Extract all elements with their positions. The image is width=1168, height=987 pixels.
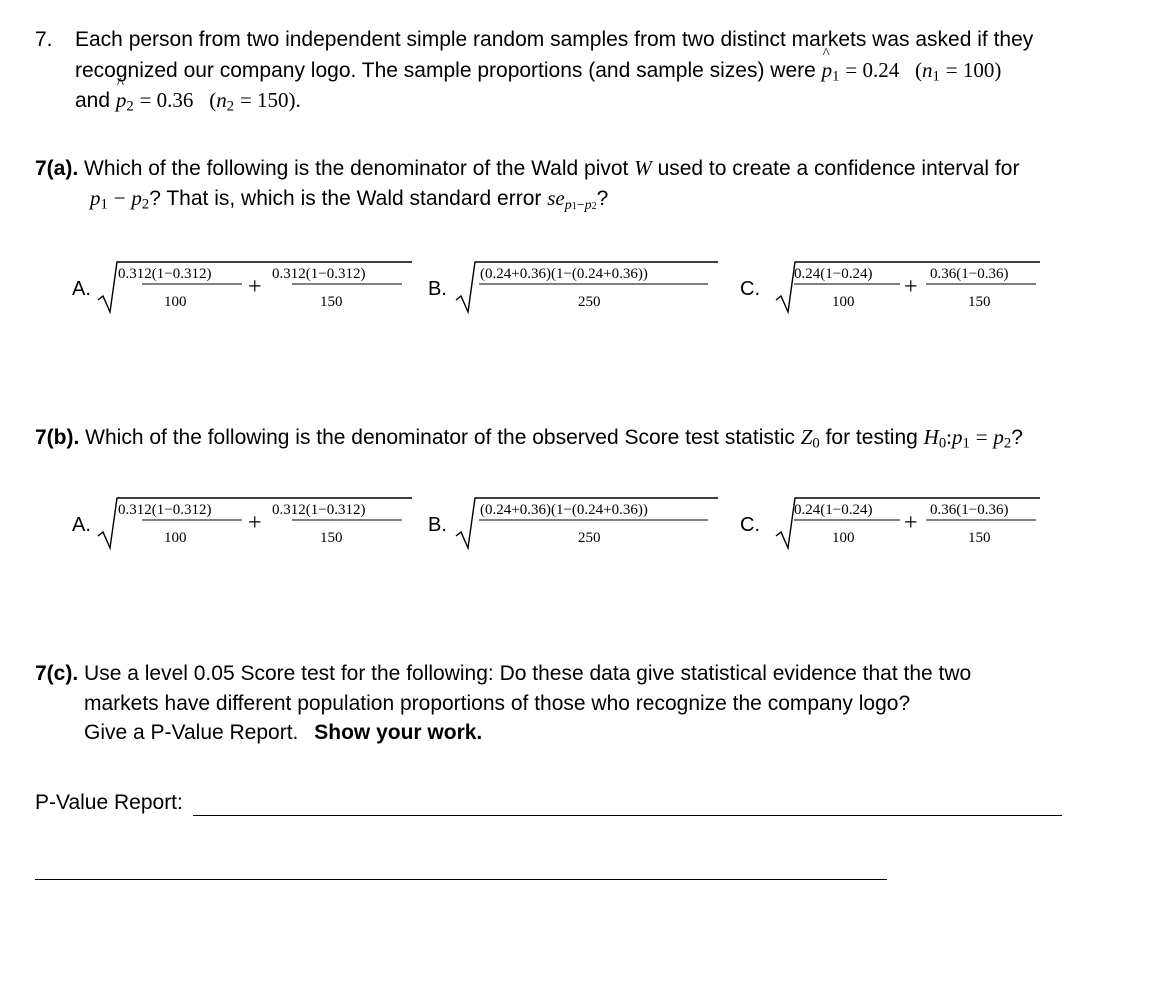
- n1-sub: 1: [932, 68, 940, 85]
- p-hat-1-sub: 1: [832, 68, 840, 85]
- p1-sub: 1: [100, 196, 108, 213]
- n2-value: = 150).: [239, 88, 301, 112]
- p-value-report-label: P-Value Report:: [35, 791, 183, 814]
- part-a-options: [0, 256, 1168, 316]
- h-p2: p: [993, 425, 1004, 449]
- h-sub: 0: [938, 435, 947, 452]
- part-a-question-mark: ?: [596, 187, 609, 210]
- part-c-text-1: Use a level 0.05 Score test for the following: Do these data give statistical evidence that the two: [84, 662, 972, 685]
- h-eq: =: [975, 425, 988, 449]
- p2-sub: 2: [141, 196, 150, 213]
- option-a-denominator-1: 100: [164, 294, 187, 310]
- option-b[interactable]: [428, 256, 718, 316]
- option-b[interactable]: [428, 492, 718, 552]
- se-sub-2: 2: [591, 200, 597, 212]
- p-value-answer-line-2[interactable]: [35, 879, 887, 880]
- option-c-denominator-2: 150: [968, 294, 991, 310]
- se-sub-p1: p: [564, 197, 572, 213]
- option-c-label: C.: [740, 514, 760, 536]
- option-a-numerator-1: 0.312(1−0.312): [118, 266, 212, 282]
- option-c-numerator-1: 0.24(1−0.24): [794, 502, 873, 518]
- n2-open: (: [209, 88, 217, 112]
- part-c-line-2: markets have different population proportions of those who recognize the company logo?: [84, 692, 911, 715]
- n2-symbol: n: [216, 88, 227, 112]
- part-b-label: 7(b).: [35, 426, 80, 449]
- option-a-label: A.: [72, 278, 91, 300]
- option-c-denominator-1: 100: [832, 294, 855, 310]
- option-b-denominator: 250: [578, 530, 601, 546]
- p-hat-2-sub: 2: [126, 98, 134, 115]
- option-b-numerator: (0.24+0.36)(1−(0.24+0.36)): [480, 266, 648, 282]
- option-a-denominator-2: 150: [320, 294, 343, 310]
- score-statistic-symbol: Z: [800, 425, 813, 449]
- se-sub-p2: p: [584, 197, 592, 213]
- p1-symbol: p: [90, 186, 101, 210]
- option-c-numerator-1: 0.24(1−0.24): [794, 266, 873, 282]
- z-sub: 0: [812, 435, 820, 452]
- question-line-2-text: recognized our company logo. The sample proportions (and sample sizes) were: [75, 59, 816, 82]
- option-a[interactable]: [72, 256, 412, 316]
- hyp-colon: :: [946, 425, 953, 449]
- part-a-line-1: [35, 156, 1019, 181]
- part-b-text: Which of the following is the denominator of the observed Score test statistic: [85, 426, 795, 449]
- p1-value: = 0.24: [845, 58, 900, 82]
- wald-pivot-symbol: W: [634, 156, 652, 180]
- option-c-numerator-2: 0.36(1−0.36): [930, 502, 1009, 518]
- option-c-denominator-1: 100: [832, 530, 855, 546]
- option-b-numerator: (0.24+0.36)(1−(0.24+0.36)): [480, 502, 648, 518]
- option-b-label: B.: [428, 514, 447, 536]
- h-p1: p: [952, 425, 963, 449]
- option-c-plus: +: [904, 274, 918, 300]
- p-hat-2: ^ p: [116, 88, 127, 113]
- n1-value: = 100): [945, 58, 1002, 82]
- question-number: 7.: [35, 28, 53, 51]
- h-p2-sub: 2: [1003, 435, 1012, 452]
- part-c-line-1: [35, 662, 971, 686]
- part-c-label: 7(c).: [35, 662, 79, 685]
- for-testing-text: for testing: [825, 426, 918, 449]
- option-a-plus: +: [248, 274, 262, 300]
- p2-value: = 0.36: [139, 88, 194, 112]
- option-a-denominator-1: 100: [164, 530, 187, 546]
- option-c-numerator-2: 0.36(1−0.36): [930, 266, 1009, 282]
- h-p1-sub: 1: [962, 435, 970, 452]
- p2-symbol: p: [131, 186, 142, 210]
- part-a-text-2: used to create a confidence interval for: [657, 157, 1020, 180]
- option-c[interactable]: [740, 492, 1040, 552]
- option-c-plus: +: [904, 510, 918, 536]
- question-line-2: [75, 58, 1001, 86]
- option-a-numerator-2: 0.312(1−0.312): [272, 266, 366, 282]
- se-sub-minus: −: [576, 197, 585, 213]
- part-a-text-1: Which of the following is the denominator of the Wald pivot: [84, 157, 629, 180]
- question-line-1: Each person from two independent simple random samples from two distinct markets was asked if they: [75, 28, 1034, 51]
- option-b-denominator: 250: [578, 294, 601, 310]
- part-a-label: 7(a).: [35, 157, 79, 180]
- option-c-label: C.: [740, 278, 760, 300]
- question-line-3: [75, 88, 301, 116]
- option-a-plus: +: [248, 510, 262, 536]
- part-c-line-3: [84, 721, 482, 745]
- option-b-label: B.: [428, 278, 447, 300]
- part-a-line-2-mid: ? That is, which is the Wald standard error: [149, 187, 542, 210]
- option-a[interactable]: [72, 492, 412, 552]
- show-work-text: Show your work.: [314, 721, 483, 744]
- option-a-denominator-2: 150: [320, 530, 343, 546]
- p-hat-1: ^ p: [822, 58, 833, 83]
- n2-sub: 2: [226, 98, 235, 115]
- p-value-answer-line[interactable]: [193, 815, 1062, 816]
- part-b-line: [35, 425, 1023, 453]
- option-a-numerator-2: 0.312(1−0.312): [272, 502, 366, 518]
- n1-symbol: n: [922, 58, 933, 82]
- part-c-text-3: Give a P-Value Report.: [84, 721, 299, 744]
- n1-open: (: [915, 58, 923, 82]
- standard-error-symbol: se: [547, 186, 565, 210]
- option-a-numerator-1: 0.312(1−0.312): [118, 502, 212, 518]
- and-text: and: [75, 89, 111, 112]
- null-hypothesis-symbol: H: [923, 425, 939, 449]
- se-sub-1: 1: [571, 200, 577, 212]
- option-a-label: A.: [72, 514, 91, 536]
- part-a-line-2: [90, 186, 608, 214]
- part-b-options: [0, 492, 1168, 552]
- option-c-denominator-2: 150: [968, 530, 991, 546]
- option-c[interactable]: [740, 256, 1040, 316]
- part-b-question-mark: ?: [1011, 426, 1023, 449]
- minus-sign: −: [113, 186, 126, 210]
